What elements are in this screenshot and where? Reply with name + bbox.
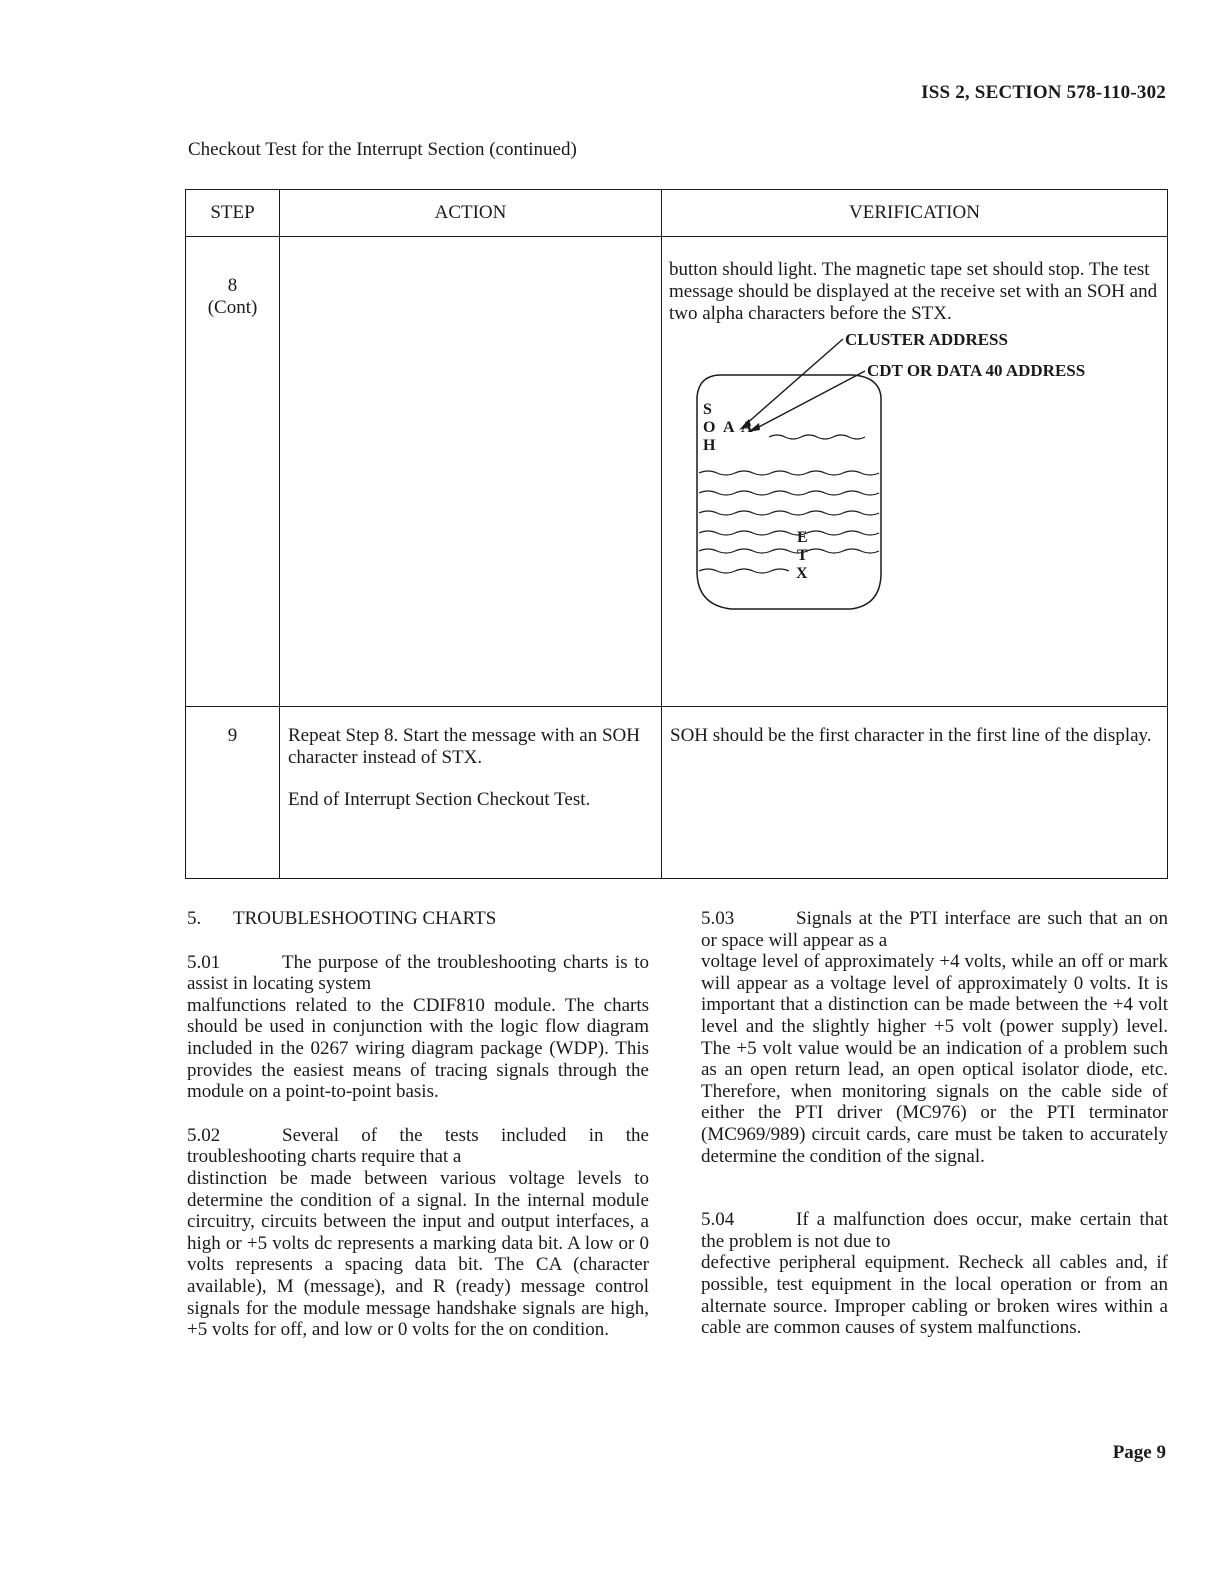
alpha-char-2: A bbox=[741, 419, 753, 436]
paragraph-body: distinction be made between various voltage levels to determine the condition of a signal. In the internal module circuitry, circuits between the input and output interfaces, a high or +5 volts dc represents a marking data bit. A low or 0 volts represents a spacing data bit. The CA (character available), M (message), and R (ready) message control signals for the module message handshake signals are high, +5 volts for off, and low or 0 volts for the on condition. bbox=[187, 1167, 649, 1341]
soh-char-h: H bbox=[703, 437, 716, 454]
checkout-table bbox=[185, 189, 1168, 879]
paragraph-body: malfunctions related to the CDIF810 module. The charts should be used in conjunction with the logic flow diagram included in the 0267 wiring diagram package (WDP). This provides the easiest means of tracing signals through the module on a point-to-point basis. bbox=[187, 994, 649, 1103]
page-number: Page 9 bbox=[1112, 1442, 1166, 1463]
action-text: Repeat Step 8. Start the message with an SOH character instead of STX. bbox=[288, 725, 640, 768]
message-lines bbox=[699, 435, 879, 573]
action-cell bbox=[280, 707, 662, 879]
section-heading bbox=[187, 908, 649, 930]
cluster-address-label: CLUSTER ADDRESS bbox=[845, 330, 1008, 349]
section-number: 5. bbox=[187, 908, 202, 929]
action-note: End of Interrupt Section Checkout Test. bbox=[288, 789, 591, 810]
table-header-row bbox=[186, 190, 1168, 237]
screen-outline bbox=[697, 375, 881, 609]
paragraph-number: 5.01 bbox=[187, 951, 221, 973]
section-title: TROUBLESHOOTING CHARTS bbox=[233, 908, 497, 929]
paragraph-number: 5.02 bbox=[187, 1124, 221, 1146]
etx-char-x: X bbox=[796, 565, 808, 582]
paragraph-5-01 bbox=[187, 952, 649, 1103]
cluster-leader-line bbox=[745, 339, 843, 425]
cdt-address-label: CDT OR DATA 40 ADDRESS bbox=[867, 361, 1086, 380]
table-caption: Checkout Test for the Interrupt Section (continued) bbox=[188, 139, 577, 160]
section-left-column bbox=[187, 908, 649, 1363]
table-row bbox=[186, 237, 1168, 707]
column-header-step: STEP bbox=[186, 190, 280, 237]
step-cell bbox=[186, 237, 280, 707]
alpha-char-1: A bbox=[723, 419, 735, 436]
table-row bbox=[186, 707, 1168, 879]
etx-char-e: E bbox=[797, 529, 808, 546]
section-header: ISS 2, SECTION 578-110-302 bbox=[921, 82, 1166, 103]
paragraph-body: voltage level of approximately +4 volts, while an off or mark will appear as a voltage level of approximately 0 volts. It is important that a distinction can be made between the +4 volt level and the slightly higher +5 volt (power supply) level. The +5 volt value would be an indication of a problem such as an open return lead, an open optical isolator diode, etc. Therefore, when monitoring signals on the cable side of either the PTI driver (MC976) or the PTI terminator (MC969/989) circuit cards, care must be taken to accurately determine the condition of the signal. bbox=[701, 951, 1168, 1167]
paragraph-5-02 bbox=[187, 1125, 649, 1341]
action-cell bbox=[280, 237, 662, 707]
soh-char-s: S bbox=[703, 401, 712, 418]
column-header-action: ACTION bbox=[280, 190, 662, 237]
paragraph-number: 5.03 bbox=[701, 908, 735, 929]
verification-cell bbox=[662, 707, 1168, 879]
soh-char-o: O bbox=[703, 419, 716, 436]
column-header-verification: VERIFICATION bbox=[662, 190, 1168, 237]
paragraph-lead: The purpose of the troubleshooting charts is to assist in locating system bbox=[187, 951, 649, 995]
verification-cell bbox=[662, 237, 1168, 707]
paragraph-number: 5.04 bbox=[701, 1209, 735, 1231]
paragraph-5-04 bbox=[701, 1209, 1168, 1339]
paragraph-lead: Signals at the PTI interface are such that an on or space will appear as a bbox=[701, 908, 1168, 951]
verification-text: SOH should be the first character in the first line of the display. bbox=[670, 725, 1152, 746]
step-note: (Cont) bbox=[207, 297, 258, 318]
paragraph-body: defective peripheral equipment. Recheck all cables and, if possible, test equipment in the local operation or from an alternate source. Improper cabling or broken wires within a cable are common causes of system malfunctions. bbox=[701, 1252, 1168, 1339]
verification-text: button should light. The magnetic tape set should stop. The test message should be displayed at the receive set with an SOH and two alpha characters before the STX. bbox=[669, 259, 1158, 324]
step-number: 9 bbox=[227, 725, 238, 746]
section-right-column bbox=[701, 908, 1168, 1361]
paragraph-lead: If a malfunction does occur, make certain that the problem is not due to bbox=[701, 1209, 1168, 1252]
cdt-leader-line bbox=[755, 371, 865, 429]
etx-char-t: T bbox=[797, 547, 808, 564]
step-number: 8 bbox=[227, 275, 238, 296]
paragraph-lead: Several of the tests included in the troubleshooting charts require that a bbox=[187, 1124, 649, 1168]
display-figure bbox=[669, 330, 1159, 629]
step-cell bbox=[186, 707, 280, 879]
paragraph-5-03 bbox=[701, 908, 1168, 1167]
